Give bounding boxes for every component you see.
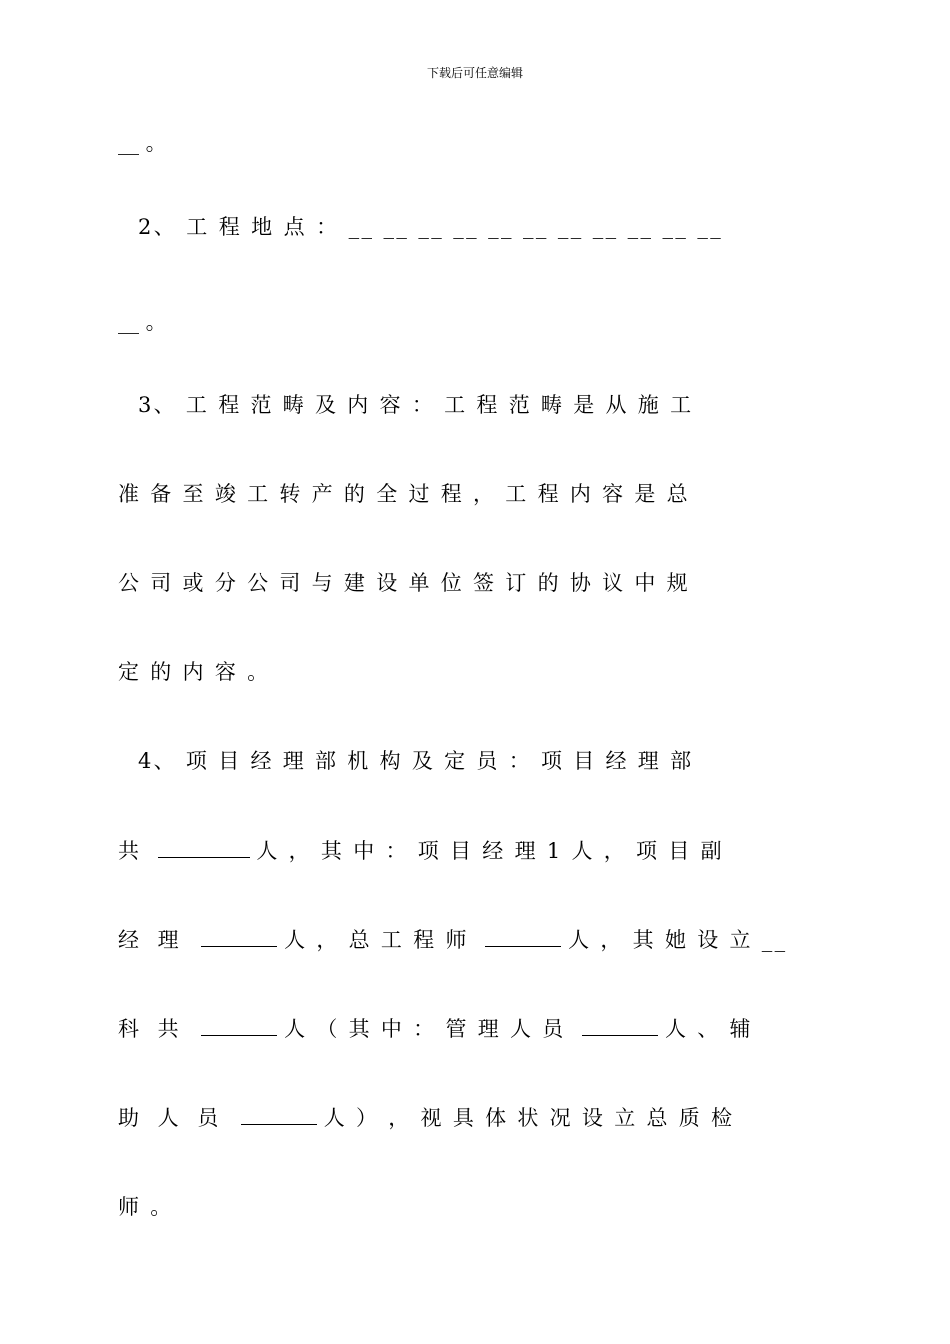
page-header: 下载后可任意编辑 [426, 66, 523, 80]
line-6 [118, 568, 690, 598]
text: __ 。 [118, 131, 167, 155]
text: 4、 项 目 经 理 部 机 构 及 定 员 ： 项 目 经 理 部 [138, 749, 694, 773]
text: 2、 工 程 地 点 ： __ __ __ __ __ __ __ __ __ __ __ [138, 215, 724, 239]
text: 公 司 或 分 公 司 与 建 设 单 位 签 订 的 协 议 中 规 [118, 571, 690, 595]
text: 人 ， 其 中 ： 项 目 经 理 1 人 ， 项 目 副 [256, 839, 724, 863]
line-11 [118, 1013, 753, 1043]
text: __ 。 [118, 310, 167, 334]
text: 人 、 辅 [664, 1017, 753, 1041]
line-4-project-scope [138, 390, 693, 420]
blank-field [241, 1102, 317, 1125]
text: 科 共 [118, 1017, 185, 1041]
blank-field [201, 924, 277, 947]
text: 经 理 [118, 928, 185, 952]
line-3 [118, 307, 167, 337]
line-9 [118, 835, 724, 865]
text: 人 ， 总 工 程 师 [284, 928, 469, 952]
line-7 [118, 657, 270, 687]
text: 准 备 至 竣 工 转 产 的 全 过 程 ， 工 程 内 容 是 总 [118, 482, 690, 506]
text: 人 ） ， 视 具 体 状 况 设 立 总 质 检 [323, 1106, 735, 1130]
blank-field [485, 924, 561, 947]
line-5 [118, 479, 690, 509]
line-12 [118, 1102, 734, 1132]
text: 助 人 员 [118, 1106, 225, 1130]
line-8-department-staffing [138, 746, 693, 776]
text: 定 的 内 容 。 [118, 660, 271, 684]
line-1 [118, 128, 167, 158]
text: 师 。 [118, 1195, 174, 1219]
blank-field [201, 1013, 277, 1036]
text: 人 ， 其 她 设 立 __ [568, 928, 788, 952]
text: 共 [118, 839, 139, 863]
line-2-project-location [138, 212, 723, 242]
blank-field [582, 1013, 658, 1036]
line-10 [118, 924, 787, 954]
text: 3、 工 程 范 畴 及 内 容 ： 工 程 范 畴 是 从 施 工 [138, 393, 694, 417]
text: 人 （ 其 中 ： 管 理 人 员 [284, 1017, 566, 1041]
line-13 [118, 1192, 174, 1222]
blank-field [158, 835, 250, 858]
